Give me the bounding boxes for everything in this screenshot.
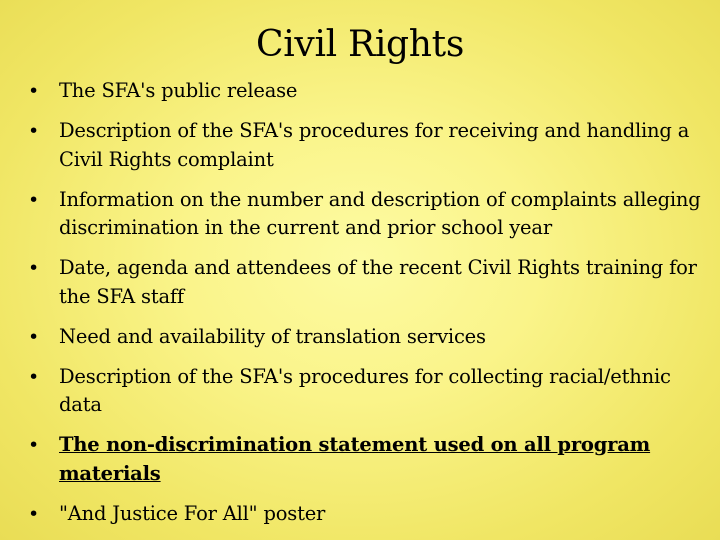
bullet-icon: • (28, 365, 40, 388)
bullet-icon: • (28, 80, 40, 102)
bullet-text: "And Justice For All" poster (59, 501, 326, 525)
bullet-text: Information on the number and description of complaints alleging discrimination in the current and prior school year (59, 187, 701, 239)
list-item (28, 363, 708, 420)
bullet-text: Need and availability of translation services (59, 324, 486, 348)
bullet-text: Description of the SFA's procedures for collecting racial/ethnic data (59, 364, 671, 416)
list-item (28, 77, 708, 106)
bullet-icon: • (28, 325, 40, 348)
bullet-icon: • (28, 188, 40, 211)
slide-title: Civil Rights (255, 24, 465, 65)
bullet-icon: • (28, 502, 40, 525)
bullet-icon: • (28, 120, 40, 142)
bullet-text: Date, agenda and attendees of the recent Civil Rights training for the SFA staff (59, 256, 697, 308)
list-item (28, 186, 708, 243)
list-item (28, 117, 708, 174)
list-item (28, 323, 708, 352)
list-item (28, 254, 708, 311)
bullet-icon: • (28, 257, 40, 279)
list-item (28, 431, 708, 488)
list-item (28, 500, 708, 529)
bullet-icon: • (28, 434, 40, 456)
bullet-text-emphasized: The non-discrimination statement used on all program materials (59, 433, 651, 485)
bullet-text: The SFA's public release (59, 79, 298, 102)
bullet-list (28, 77, 708, 540)
bullet-text: Description of the SFA's procedures for receiving and handling a Civil Rights complaint (59, 119, 690, 171)
